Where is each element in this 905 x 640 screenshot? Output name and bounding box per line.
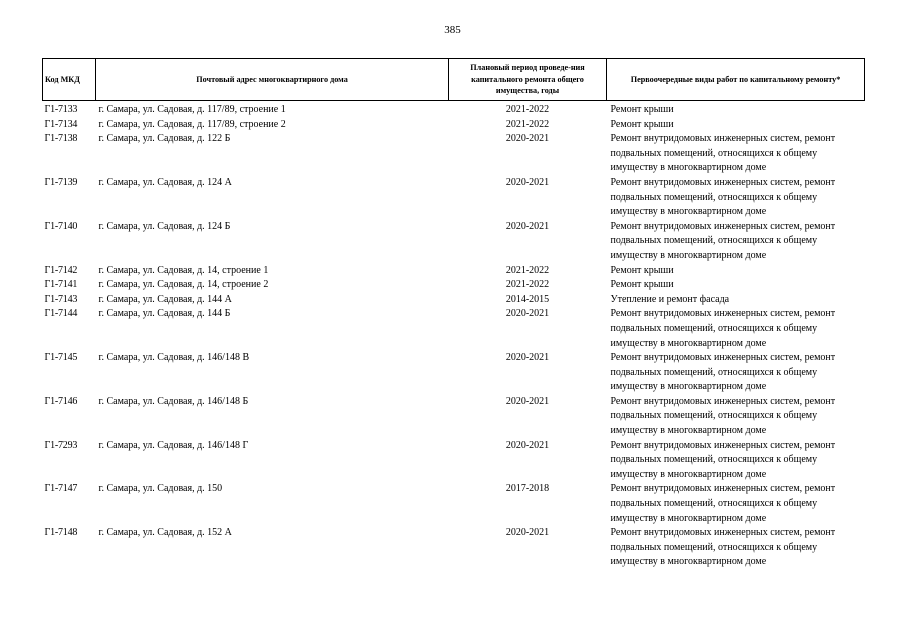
cell-period: 2020-2021 <box>505 220 550 232</box>
cell-code: Г1-7138 <box>44 133 78 145</box>
header-address: Почтовый адрес многоквартирного дома <box>96 59 449 101</box>
cell-address: г. Самара, ул. Садовая, д. 124 Б <box>98 220 231 232</box>
cell-period: 2017-2018 <box>505 483 550 495</box>
cell-works: Утепление и ремонт фасада <box>610 293 730 305</box>
table-row <box>43 278 865 293</box>
cell-period: 2021-2022 <box>505 118 550 130</box>
table-row <box>43 439 865 483</box>
table-row <box>43 307 865 351</box>
cell-works: Ремонт внутридомовых инженерных систем, ремонт подвальных помещений, относящихся к общему имуществу в многоквартирном доме <box>610 176 836 218</box>
cell-period: 2020-2021 <box>505 308 550 320</box>
table-row <box>43 526 865 570</box>
cell-address: г. Самара, ул. Садовая, д. 14, строение 1 <box>98 264 269 276</box>
cell-works: Ремонт внутридомовых инженерных систем, ремонт подвальных помещений, относящихся к общему имуществу в многоквартирном доме <box>610 439 836 480</box>
table-row <box>43 264 865 279</box>
cell-address: г. Самара, ул. Садовая, д. 146/148 Г <box>98 439 249 451</box>
cell-period: 2020-2021 <box>505 176 550 188</box>
table-row <box>43 176 865 220</box>
table-row <box>43 395 865 439</box>
cell-code: Г1-7141 <box>44 279 78 291</box>
table-row <box>43 132 865 176</box>
table-body <box>43 101 865 571</box>
cell-address: г. Самара, ул. Садовая, д. 117/89, строение 1 <box>98 104 286 115</box>
table-row <box>43 482 865 526</box>
cell-works: Ремонт внутридомовых инженерных систем, ремонт подвальных помещений, относящихся к общему имуществу в многоквартирном доме <box>610 527 836 568</box>
cell-code: Г1-7142 <box>44 264 78 276</box>
cell-address: г. Самара, ул. Садовая, д. 144 А <box>98 293 232 305</box>
cell-period: 2021-2022 <box>505 264 550 276</box>
cell-code: Г1-7133 <box>44 104 78 115</box>
cell-works: Ремонт крыши <box>610 104 674 115</box>
cell-code: Г1-7134 <box>44 118 78 130</box>
cell-address: г. Самара, ул. Садовая, д. 150 <box>98 483 223 495</box>
cell-code: Г1-7293 <box>44 439 78 451</box>
cell-period: 2020-2021 <box>505 352 550 364</box>
cell-works: Ремонт крыши <box>610 118 674 130</box>
cell-address: г. Самара, ул. Садовая, д. 117/89, строение 2 <box>98 118 286 130</box>
header-works: Первоочередные виды работ по капитальному ремонту* <box>607 59 865 101</box>
cell-address: г. Самара, ул. Садовая, д. 144 Б <box>98 308 231 320</box>
table-row <box>43 220 865 264</box>
cell-works: Ремонт внутридомовых инженерных систем, ремонт подвальных помещений, относящихся к общему имуществу в многоквартирном доме <box>610 220 836 261</box>
cell-code: Г1-7140 <box>44 220 78 232</box>
header-period: Плановый период проведе-ния капитального ремонта общего имущества, годы <box>449 59 607 101</box>
cell-code: Г1-7148 <box>44 527 78 539</box>
cell-address: г. Самара, ул. Садовая, д. 14, строение 2 <box>98 279 269 291</box>
cell-address: г. Самара, ул. Садовая, д. 146/148 Б <box>98 395 249 407</box>
cell-period: 2020-2021 <box>505 395 550 407</box>
cell-works: Ремонт внутридомовых инженерных систем, ремонт подвальных помещений, относящихся к общему имуществу в многоквартирном доме <box>610 133 836 174</box>
cell-period: 2020-2021 <box>505 133 550 145</box>
cell-period: 2021-2022 <box>505 279 550 291</box>
repair-plan-table <box>42 58 865 570</box>
cell-period: 2021-2022 <box>505 104 550 115</box>
cell-address: г. Самара, ул. Садовая, д. 122 Б <box>98 133 231 145</box>
cell-code: Г1-7145 <box>44 352 78 364</box>
cell-works: Ремонт внутридомовых инженерных систем, ремонт подвальных помещений, относящихся к общему имуществу в многоквартирном доме <box>610 308 836 349</box>
table-row <box>43 118 865 133</box>
cell-works: Ремонт внутридомовых инженерных систем, ремонт подвальных помещений, относящихся к общему имуществу в многоквартирном доме <box>610 483 836 524</box>
table-row <box>43 293 865 308</box>
header-code: Код МКД <box>43 59 96 101</box>
cell-code: Г1-7147 <box>44 483 78 495</box>
cell-address: г. Самара, ул. Садовая, д. 152 А <box>98 527 232 539</box>
table-row <box>43 101 865 118</box>
cell-code: Г1-7146 <box>44 395 78 407</box>
cell-works: Ремонт внутридомовых инженерных систем, ремонт подвальных помещений, относящихся к общему имуществу в многоквартирном доме <box>610 395 836 437</box>
table-row <box>43 351 865 395</box>
cell-address: г. Самара, ул. Садовая, д. 124 А <box>98 176 232 188</box>
cell-code: Г1-7143 <box>44 293 78 305</box>
cell-works: Ремонт крыши <box>610 264 674 276</box>
cell-works: Ремонт внутридомовых инженерных систем, ремонт подвальных помещений, относящихся к общему имуществу в многоквартирном доме <box>610 352 836 393</box>
cell-address: г. Самара, ул. Садовая, д. 146/148 В <box>98 352 250 364</box>
cell-period: 2020-2021 <box>505 527 550 539</box>
table-header <box>43 59 865 101</box>
cell-period: 2020-2021 <box>505 439 550 451</box>
cell-works: Ремонт крыши <box>610 279 674 291</box>
cell-period: 2014-2015 <box>505 293 550 305</box>
cell-code: Г1-7139 <box>44 176 78 188</box>
cell-code: Г1-7144 <box>44 308 78 320</box>
page-number: 385 <box>444 24 461 36</box>
